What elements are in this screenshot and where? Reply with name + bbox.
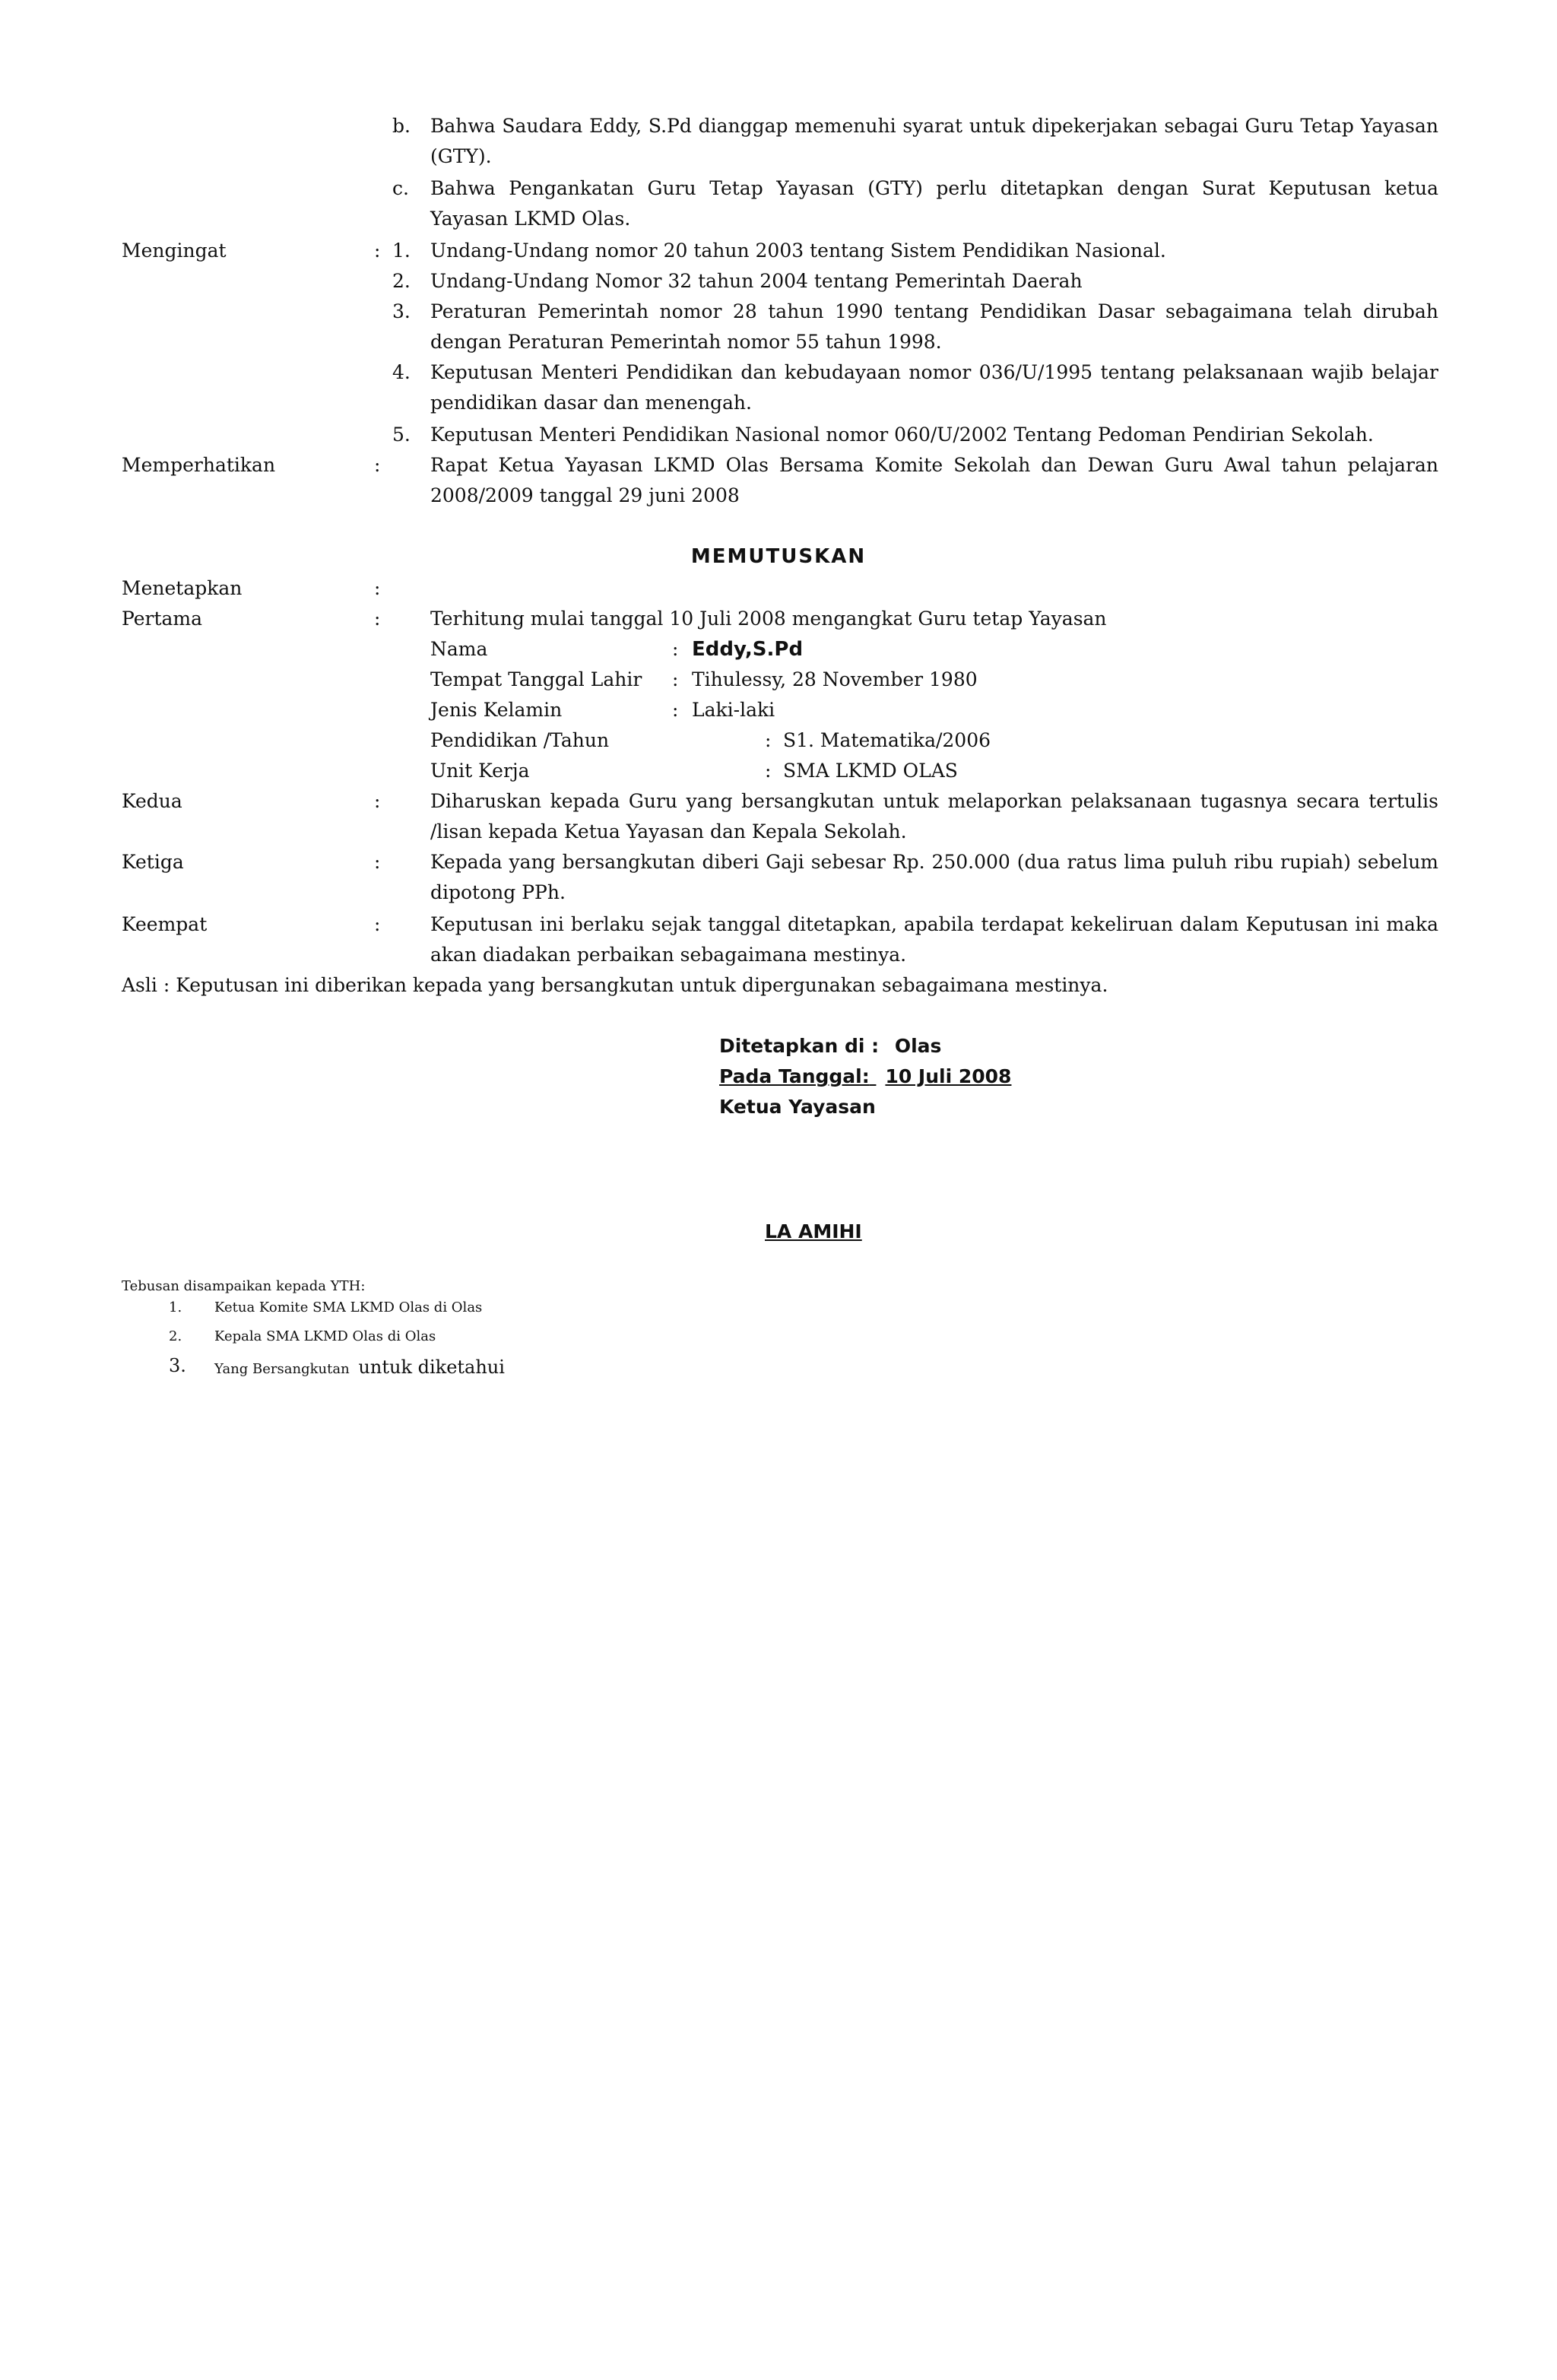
field-unit-kerja-value: SMA LKMD OLAS (783, 760, 958, 782)
consideration-b-letter: b. (392, 115, 411, 137)
tanggal-line (719, 1061, 1011, 1092)
mengingat-item-3-text: Peraturan Pemerintah nomor 28 tahun 1990 tentang Pendidikan Dasar sebagaimana telah dirubah dengan Peraturan Pemerintah nomor 55 tahun 1998. (430, 300, 1438, 353)
tebusan-item-1-num: 1. (169, 1299, 182, 1315)
keempat-colon: : (374, 913, 381, 935)
kedua-colon: : (374, 790, 381, 812)
field-nama-value: Eddy,S.Pd (692, 638, 804, 661)
ketiga-colon: : (374, 851, 381, 873)
tanggal-label: Pada Tanggal: (719, 1065, 870, 1087)
tanggal-value: 10 Juli 2008 (885, 1065, 1012, 1087)
field-ttl-label: Tempat Tanggal Lahir (430, 668, 642, 690)
mengingat-item-4-text: Keputusan Menteri Pendidikan dan kebudayaan nomor 036/U/1995 tentang pelaksanaan wajib belajar pendidikan dasar dan menengah. (430, 361, 1438, 414)
memperhatikan-label: Memperhatikan (122, 454, 276, 476)
memutuskan-heading: MEMUTUSKAN (690, 545, 867, 568)
consideration-b-text: Bahwa Saudara Eddy, S.Pd dianggap memenuhi syarat untuk dipekerjakan sebagai Guru Tetap Yayasan (GTY). (430, 115, 1438, 167)
ketiga-text: Kepada yang bersangkutan diberi Gaji sebesar Rp. 250.000 (dua ratus lima puluh ribu rupiah) sebelum dipotong PPh. (430, 851, 1438, 903)
field-jenis-kelamin-value: Laki-laki (692, 699, 775, 721)
field-unit-kerja-colon: : (765, 760, 772, 782)
menetapkan-colon: : (374, 577, 381, 599)
signatory-name: LA AMIHI (765, 1220, 862, 1242)
ditetapkan-line (719, 1031, 941, 1061)
field-ttl-colon: : (672, 668, 679, 690)
field-nama-colon: : (672, 638, 679, 660)
tebusan-item-3-text: Yang Bersangkutan (214, 1361, 350, 1377)
mengingat-label: Mengingat (122, 240, 227, 262)
tebusan-item-3-num: 3. (169, 1355, 186, 1376)
mengingat-item-3-num: 3. (392, 300, 411, 322)
signature-role: Ketua Yayasan (719, 1096, 876, 1118)
pertama-label: Pertama (122, 608, 203, 630)
pertama-colon: : (374, 608, 381, 630)
tebusan-item-1-text: Ketua Komite SMA LKMD Olas di Olas (214, 1299, 483, 1315)
field-pendidikan-colon: : (765, 729, 772, 751)
mengingat-colon: : (374, 240, 381, 262)
field-pendidikan-value: S1. Matematika/2006 (783, 729, 991, 751)
asli-text: Asli : Keputusan ini diberikan kepada yang bersangkutan untuk dipergunakan sebagaimana mestinya. (122, 974, 1108, 996)
mengingat-item-2-num: 2. (392, 270, 411, 292)
menetapkan-label: Menetapkan (122, 577, 243, 599)
ditetapkan-label: Ditetapkan di : (719, 1035, 880, 1057)
mengingat-item-1-num: 1. (392, 240, 411, 262)
field-pendidikan-label: Pendidikan /Tahun (430, 729, 610, 751)
tebusan-item-2-num: 2. (169, 1328, 182, 1344)
consideration-c-letter: c. (392, 177, 409, 199)
ketiga-label: Ketiga (122, 851, 184, 873)
ditetapkan-value: Olas (894, 1035, 942, 1057)
field-unit-kerja-label: Unit Kerja (430, 760, 530, 782)
tebusan-item-3 (214, 1357, 505, 1380)
tebusan-item-3-suffix: untuk diketahui (358, 1357, 505, 1378)
kedua-text: Diharuskan kepada Guru yang bersangkutan untuk melaporkan pelaksanaan tugasnya secara tertulis /lisan kepada Ketua Yayasan dan Kepala Sekolah. (430, 790, 1438, 843)
mengingat-item-2-text: Undang-Undang Nomor 32 tahun 2004 tentang Pemerintah Daerah (430, 270, 1083, 292)
mengingat-item-1-text: Undang-Undang nomor 20 tahun 2003 tentang Sistem Pendidikan Nasional. (430, 240, 1166, 262)
consideration-c-text: Bahwa Pengankatan Guru Tetap Yayasan (GTY) perlu ditetapkan dengan Surat Keputusan ketua Yayasan LKMD Olas. (430, 177, 1438, 230)
tebusan-item-2-text: Kepala SMA LKMD Olas di Olas (214, 1328, 436, 1344)
pertama-text: Terhitung mulai tanggal 10 Juli 2008 mengangkat Guru tetap Yayasan (430, 608, 1107, 630)
keempat-text: Keputusan ini berlaku sejak tanggal ditetapkan, apabila terdapat kekeliruan dalam Keputusan ini maka akan diadakan perbaikan sebagaimana mestinya. (430, 913, 1438, 966)
field-nama-label: Nama (430, 638, 488, 660)
keempat-label: Keempat (122, 913, 208, 935)
memperhatikan-text: Rapat Ketua Yayasan LKMD Olas Bersama Komite Sekolah dan Dewan Guru Awal tahun pelajaran 2008/2009 tanggal 29 juni 2008 (430, 454, 1438, 506)
field-jenis-kelamin-colon: : (672, 699, 679, 721)
kedua-label: Kedua (122, 790, 182, 812)
field-ttl-value: Tihulessy, 28 November 1980 (692, 668, 978, 690)
field-jenis-kelamin-label: Jenis Kelamin (430, 699, 563, 721)
mengingat-item-5-text: Keputusan Menteri Pendidikan Nasional nomor 060/U/2002 Tentang Pedoman Pendirian Sekolah. (430, 424, 1374, 446)
mengingat-item-5-num: 5. (392, 424, 411, 446)
memperhatikan-colon: : (374, 454, 381, 476)
mengingat-item-4-num: 4. (392, 361, 411, 383)
tebusan-title: Tebusan disampaikan kepada YTH: (122, 1278, 366, 1294)
